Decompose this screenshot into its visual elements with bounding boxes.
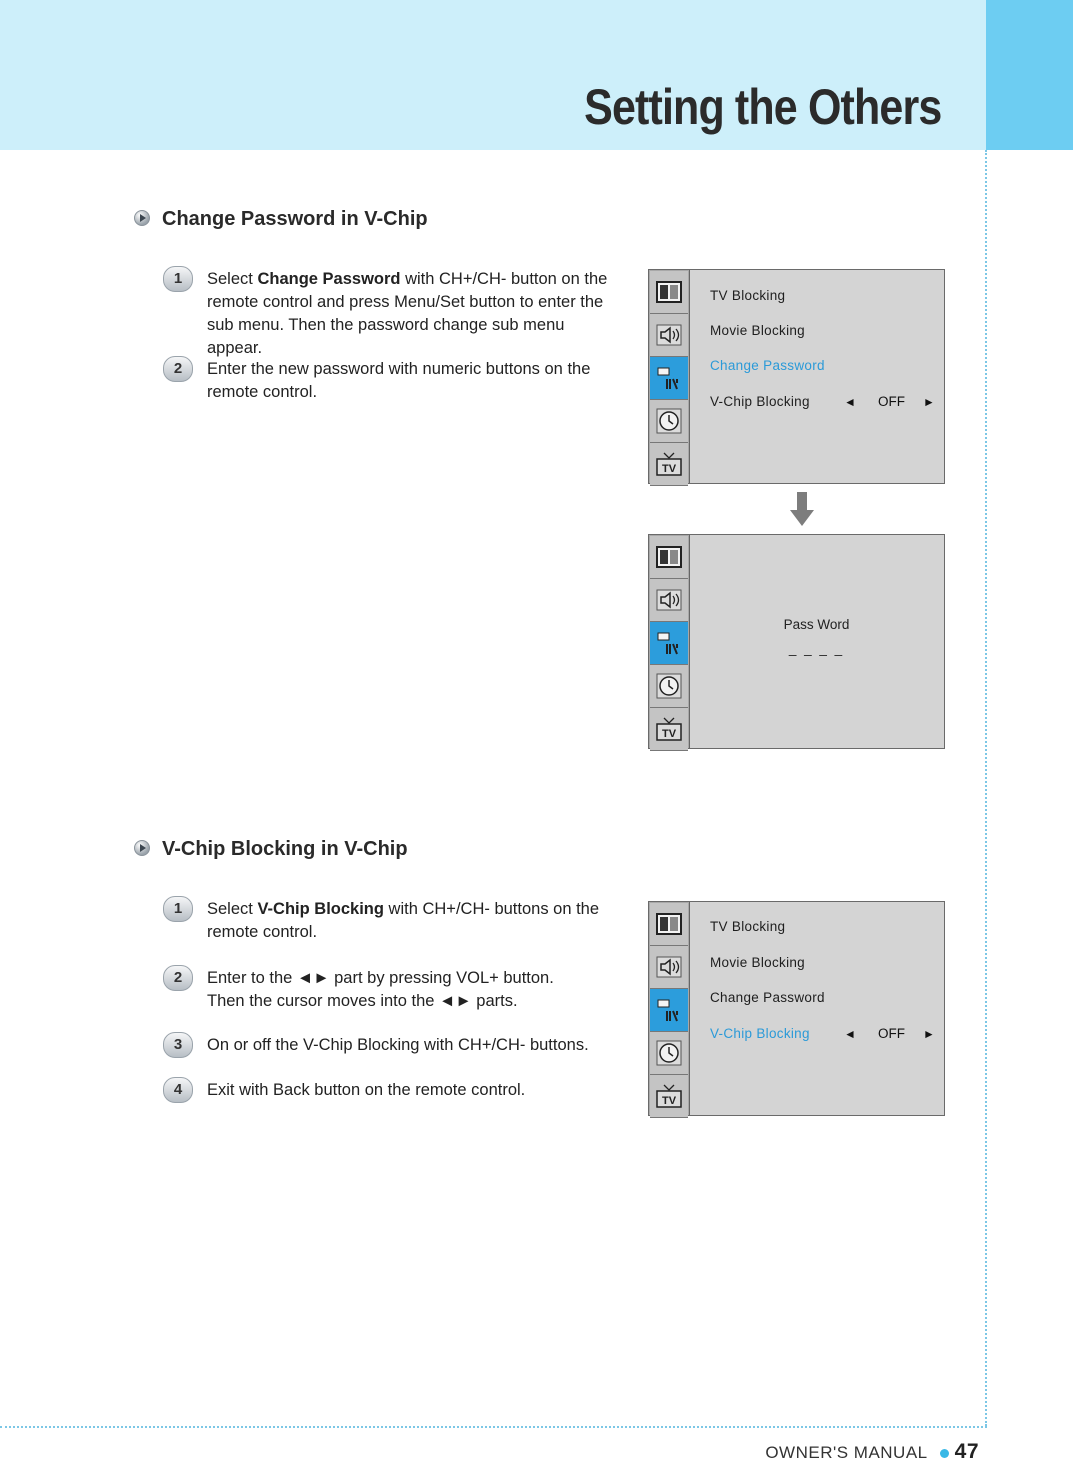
osd-menu-vchip-blocking xyxy=(648,901,945,1116)
clock-icon xyxy=(650,400,688,443)
section-title-vchip-blocking: V-Chip Blocking in V-Chip xyxy=(134,838,408,861)
menu-tv-blocking[interactable]: TV Blocking xyxy=(710,288,786,303)
step-3: 3 On or off the V-Chip Blocking with CH+/CH- buttons. xyxy=(163,1034,623,1057)
svg-text:TV: TV xyxy=(661,1095,677,1107)
tv-icon xyxy=(650,1075,688,1118)
picture-icon xyxy=(650,903,688,946)
bullet-icon xyxy=(134,210,150,226)
margin-line-vertical xyxy=(985,150,987,1426)
setup-icon xyxy=(650,622,688,665)
menu-vchip-blocking[interactable]: V-Chip Blocking xyxy=(710,1026,810,1041)
svg-text:TV: TV xyxy=(661,463,677,475)
sound-icon xyxy=(650,946,688,989)
bullet-dot-icon xyxy=(940,1449,949,1458)
step-number: 1 xyxy=(163,896,193,922)
menu-change-password[interactable]: Change Password xyxy=(710,990,825,1005)
step-4: 4 Exit with Back button on the remote control. xyxy=(163,1079,623,1102)
margin-line-horizontal xyxy=(0,1426,987,1428)
svg-text:TV: TV xyxy=(661,728,677,740)
step-number: 1 xyxy=(163,266,193,292)
vchip-value: OFF xyxy=(878,394,905,409)
down-arrow-icon xyxy=(790,492,814,528)
sound-icon xyxy=(650,314,688,357)
footer-label: OWNER'S MANUAL xyxy=(765,1443,928,1462)
step-2: 2 Enter the new password with numeric buttons on the remote control. xyxy=(163,358,623,404)
arrow-left-icon[interactable]: ◄ xyxy=(844,395,856,409)
section-title-change-password: Change Password in V-Chip xyxy=(134,208,428,231)
bullet-icon xyxy=(134,840,150,856)
osd-menu-change-password xyxy=(648,269,945,484)
clock-icon xyxy=(650,665,688,708)
sound-icon xyxy=(650,579,688,622)
step-number: 4 xyxy=(163,1077,193,1103)
header-tab xyxy=(986,0,1073,150)
password-label: Pass Word xyxy=(783,617,850,632)
step-1: 1 Select V-Chip Blocking with CH+/CH- buttons on the remote control. xyxy=(163,898,623,944)
page-number: 47 xyxy=(954,1440,979,1463)
tv-icon xyxy=(650,708,688,751)
step-number: 2 xyxy=(163,356,193,382)
menu-movie-blocking[interactable]: Movie Blocking xyxy=(710,323,805,338)
step-number: 3 xyxy=(163,1032,193,1058)
osd-password-entry xyxy=(648,534,945,749)
step-number: 2 xyxy=(163,965,193,991)
arrow-right-icon[interactable]: ► xyxy=(923,1027,935,1041)
setup-icon xyxy=(650,989,688,1032)
arrow-left-icon[interactable]: ◄ xyxy=(844,1027,856,1041)
picture-icon xyxy=(650,536,688,579)
menu-movie-blocking[interactable]: Movie Blocking xyxy=(710,955,805,970)
menu-tv-blocking[interactable]: TV Blocking xyxy=(710,919,786,934)
menu-change-password[interactable]: Change Password xyxy=(710,358,825,373)
password-input[interactable]: _ _ _ _ xyxy=(788,641,845,656)
picture-icon xyxy=(650,271,688,314)
tv-icon xyxy=(650,443,688,486)
vchip-value: OFF xyxy=(878,1026,905,1041)
step-2: 2 Enter to the ◄► part by pressing VOL+ button. Then the cursor moves into the ◄► parts. xyxy=(163,967,623,1013)
page-title: Setting the Others xyxy=(583,79,941,135)
setup-icon xyxy=(650,357,688,400)
step-1: 1 Select Change Password with CH+/CH- button on the remote control and press Menu/Set button to enter the sub menu. Then the password change sub menu appear. xyxy=(163,268,623,360)
footer xyxy=(765,1440,979,1464)
menu-vchip-blocking[interactable]: V-Chip Blocking xyxy=(710,394,810,409)
arrow-right-icon[interactable]: ► xyxy=(923,395,935,409)
clock-icon xyxy=(650,1032,688,1075)
